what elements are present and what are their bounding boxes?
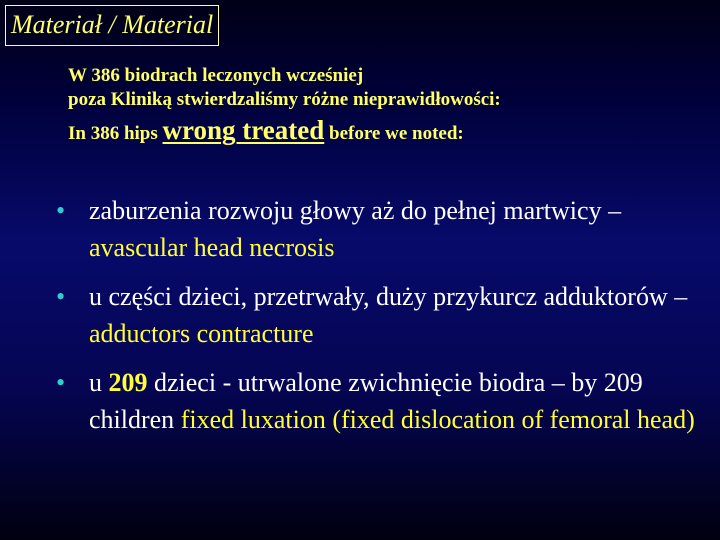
bullet-english-text: fixed luxation (fixed dislocation of femoral head)	[180, 405, 695, 434]
bullet-item	[56, 364, 696, 438]
bullet-marker: •	[56, 196, 66, 225]
bullet-marker: •	[56, 282, 66, 311]
intro-emphasis: wrong treated	[162, 115, 325, 145]
bullet-english-text: adductors contracture	[89, 319, 314, 348]
bullet-polish-text: zaburzenia rozwoju głowy aż do pełnej martwicy –	[89, 196, 622, 225]
bullet-polish-text: u części dzieci, przetrwały, duży przykurcz adduktorów –	[89, 282, 688, 311]
intro-text	[68, 64, 501, 146]
intro-polish-line-2: poza Kliniką stwierdzaliśmy różne nieprawidłowości:	[68, 89, 501, 110]
bullet-polish-prefix: u	[89, 368, 109, 397]
bullet-list	[56, 192, 696, 450]
bullet-english-text: avascular head necrosis	[89, 233, 335, 262]
bullet-highlight-number: 209	[108, 368, 148, 397]
slide-title: Materiał / Material	[5, 5, 219, 46]
bullet-marker: •	[56, 368, 66, 397]
bullet-item	[56, 192, 696, 266]
intro-polish-line-1: W 386 biodrach leczonych wcześniej	[68, 65, 364, 86]
intro-english-line	[68, 115, 501, 146]
intro-english-prefix: In 386 hips	[68, 123, 163, 144]
bullet-polish-text: dzieci - utrwalone zwichnięcie biodra – by 209 children	[89, 368, 643, 434]
bullet-item	[56, 278, 696, 352]
intro-english-suffix: before we noted:	[324, 123, 464, 144]
